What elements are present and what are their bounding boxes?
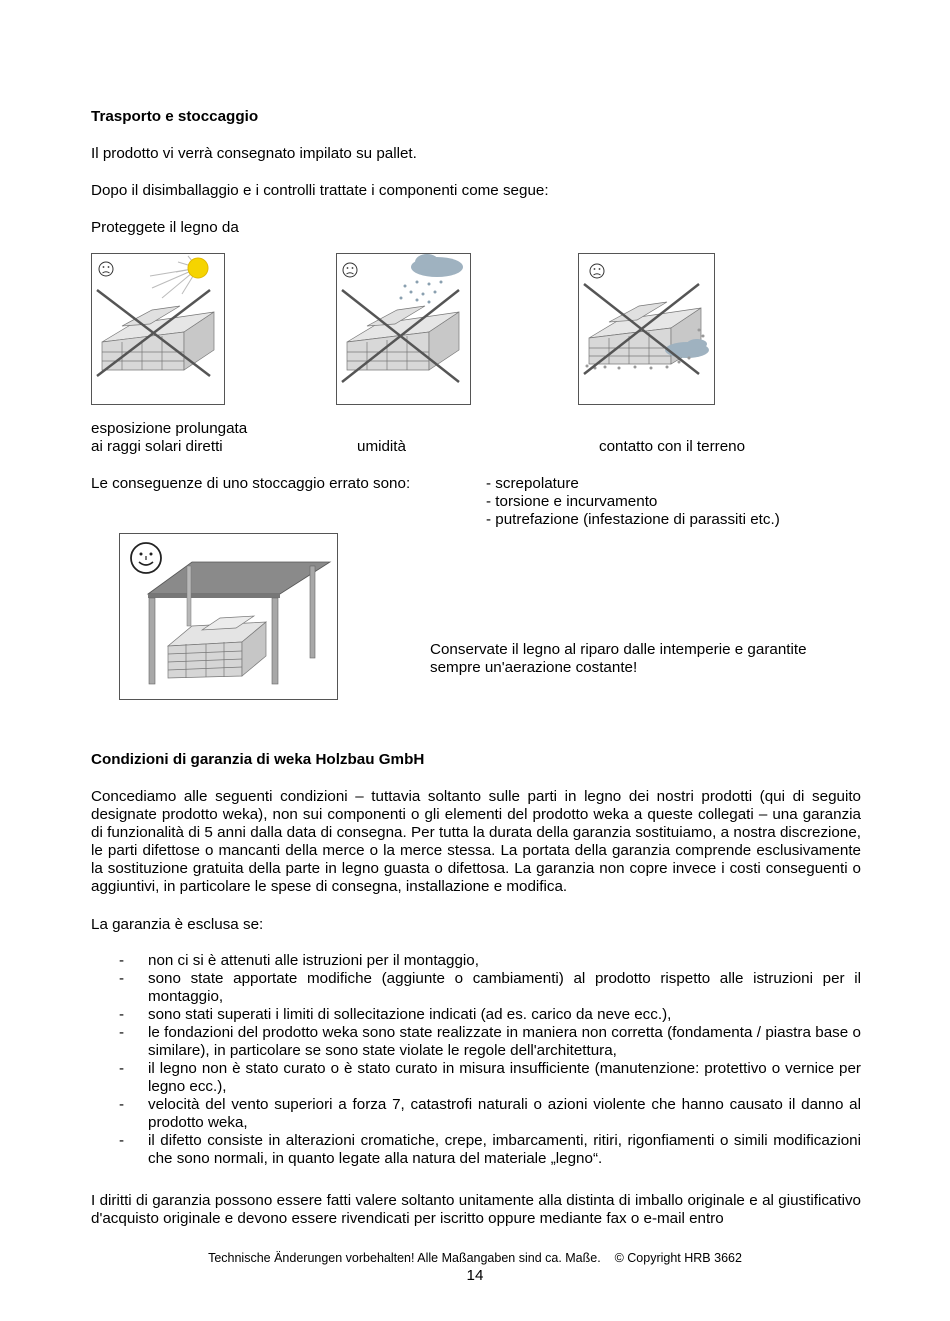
caption-sun-line2: ai raggi solari diretti	[91, 438, 223, 455]
list-item-text: le fondazioni del prodotto weka sono state realizzate in maniera non corretta (fondamenta / piastra base o similare), in particolare se sono state violate le regole dell'architettura,	[148, 1024, 861, 1059]
caption-humidity: umidità	[357, 438, 406, 455]
list-item	[91, 1132, 861, 1168]
sad-face-icon	[343, 263, 357, 277]
sun-icon	[150, 256, 208, 298]
sun-exposure-illustration	[91, 253, 225, 405]
consequences-intro: Le conseguenze di uno stoccaggio errato sono:	[91, 475, 411, 492]
warranty-exclusion-intro: La garanzia è esclusa se:	[91, 916, 264, 933]
sad-face-icon	[99, 262, 113, 276]
list-dash: -	[119, 1060, 125, 1077]
humidity-illustration	[336, 253, 471, 405]
footer-note: Technische Änderungen vorbehalten! Alle Maßangaben sind ca. Maße.	[208, 1251, 601, 1265]
list-item-text: sono state apportate modifiche (aggiunte o cambiamenti) al prodotto rispetto alle istruzioni per il montaggio,	[148, 970, 861, 1005]
transport-line-protect: Proteggete il legno da	[91, 219, 239, 236]
warranty-exclusion-list	[91, 952, 861, 1168]
list-item-text: il difetto consiste in alterazioni cromatiche, crepe, imbarcamenti, ritiri, rigonfiamenti o simili modificazioni che sono normali, in quanto legate alla natura del materiale „legno“.	[148, 1132, 861, 1167]
warranty-paragraph: Concediamo alle seguenti condizioni – tuttavia soltanto sulle parti in legno dei nostri prodotti (qui di seguito designate prodotto weka), non sui componenti o gli elementi del prodotto weka a queste collegati – una garanzia di funzionalità di 5 anni dalla data di consegna. Per tutta la durata della garanzia sostituiamo, a nostra discrezione, le parti difettose o mancanti della merce o la merce stessa. La portata della garanzia comprende esclusivamente la sostituzione gratuita della parte in legno guasta o difettosa. La garanzia non copre invece i costi conseguenti o aggiuntivi, in particolare le spese di consegna, installazione e modifica.	[91, 788, 861, 895]
lumber-stack-icon	[168, 616, 266, 678]
list-item	[91, 1096, 861, 1132]
footer-copyright: © Copyright HRB 3662	[614, 1251, 742, 1265]
list-item	[91, 970, 861, 1006]
transport-line-unpack: Dopo il disimballaggio e i controlli trattate i componenti come segue:	[91, 182, 549, 199]
list-dash: -	[119, 1024, 125, 1041]
list-item	[91, 1006, 861, 1024]
transport-line-pallet: Il prodotto vi verrà consegnato impilato su pallet.	[91, 145, 417, 162]
ground-contact-illustration	[578, 253, 715, 405]
list-dash: -	[119, 970, 125, 987]
advice-line1: Conservate il legno al riparo dalle intemperie e garantite	[430, 641, 807, 658]
advice-line2: sempre un'aerazione costante!	[430, 659, 638, 676]
caption-sun-line1: esposizione prolungata	[91, 420, 248, 437]
list-item	[91, 952, 861, 970]
page-number: 14	[466, 1267, 484, 1284]
rain-cloud-icon	[400, 254, 464, 304]
list-item-text: velocità del vento superiori a forza 7, catastrofi naturali o azioni violente che hanno causato il danno al prodotto weka,	[148, 1096, 861, 1131]
warranty-closing: I diritti di garanzia possono essere fatti valere soltanto unitamente alla distinta di imballo originale e al giustificativo d'acquisto originale e devono essere rivendicati per iscritto oppure mediante fax o e-mail entro	[91, 1192, 861, 1227]
list-item-text: non ci si è attenuti alle istruzioni per il montaggio,	[148, 952, 479, 969]
list-item-text: il legno non è stato curato o è stato curato in misura insufficiente (manutenzione: protettivo o vernice per legno ecc.),	[148, 1060, 861, 1095]
happy-face-icon	[131, 543, 161, 573]
sad-face-icon	[590, 264, 604, 278]
list-item	[91, 1060, 861, 1096]
consequence-item: - putrefazione (infestazione di parassiti etc.)	[486, 511, 780, 528]
list-dash: -	[119, 1132, 125, 1149]
correct-storage-illustration	[119, 533, 338, 700]
list-dash: -	[119, 1096, 125, 1113]
list-item-text: sono stati superati i limiti di sollecitazione indicati (ad es. carico da neve ecc.),	[148, 1006, 672, 1023]
page-footer	[0, 1249, 950, 1267]
section-heading-warranty: Condizioni di garanzia di weka Holzbau GmbH	[91, 751, 425, 768]
list-dash: -	[119, 952, 125, 969]
section-heading-transport: Trasporto e stoccaggio	[91, 108, 259, 125]
list-item	[91, 1024, 861, 1060]
consequence-item: - torsione e incurvamento	[486, 493, 658, 510]
consequence-item: - screpolature	[486, 475, 579, 492]
list-dash: -	[119, 1006, 125, 1023]
caption-ground: contatto con il terreno	[599, 438, 746, 455]
